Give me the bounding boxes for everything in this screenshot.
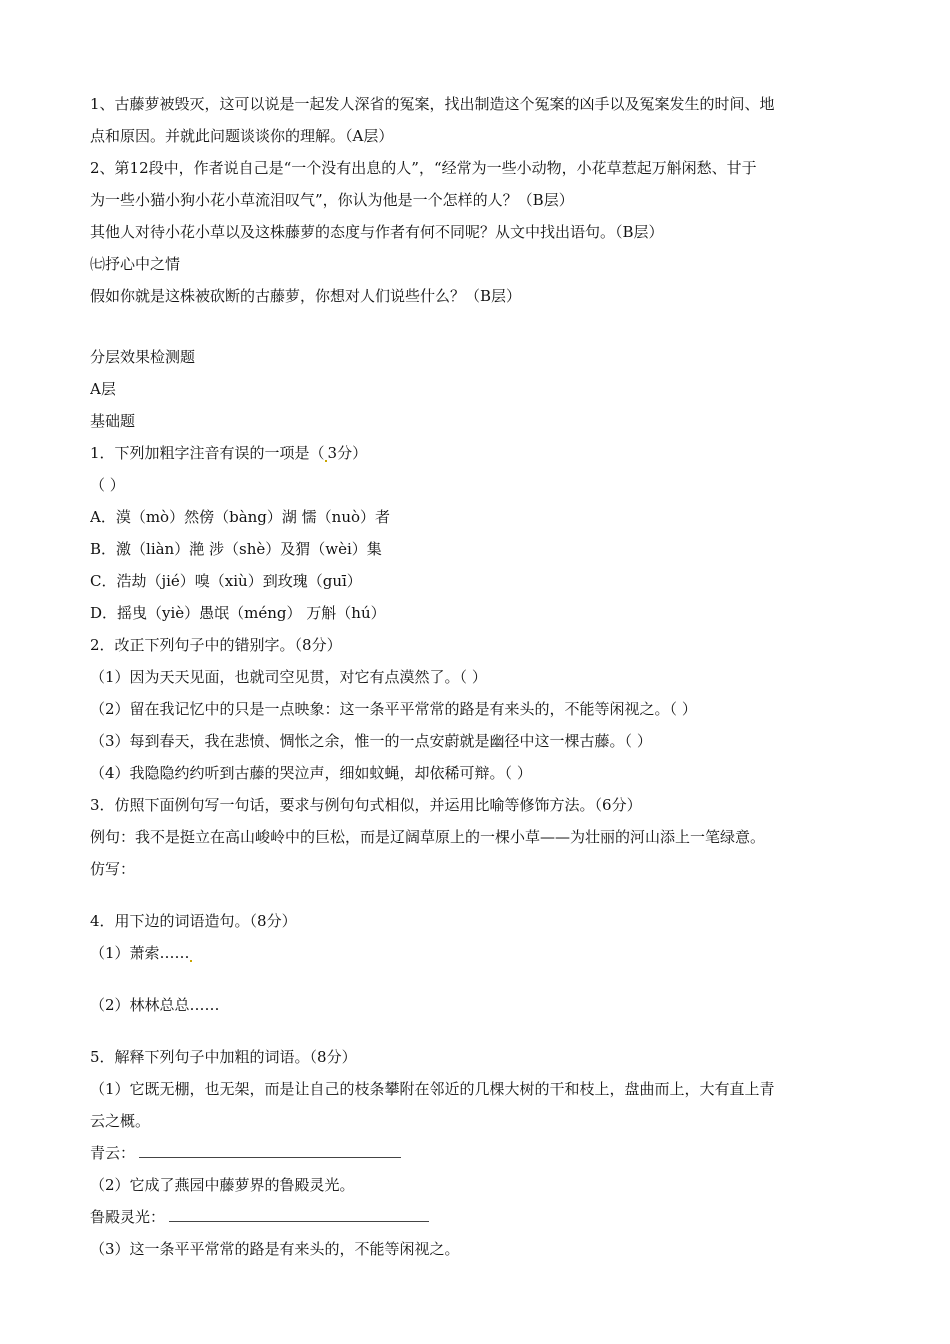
question-1-line-1: 1、古藤萝被毁灭，这可以说是一起发人深省的冤案，找出制造这个冤案的凶手以及冤案发生的时间、地	[90, 95, 775, 113]
test-q1-stem	[90, 437, 865, 469]
test-q5-item-1-line-1: （1）它既无棚，也无架，而是让自己的枝条攀附在邻近的几棵大树的干和枝上，盘曲而上，大有直上青	[90, 1080, 775, 1098]
spacer	[90, 885, 865, 905]
test-q4-item-1-text: （1）萧索……	[90, 944, 190, 962]
spacer	[90, 1021, 865, 1041]
test-q1-stem-a: 1．下列加粗字注音有误的一项是（	[90, 444, 325, 462]
test-q5-stem: 5．解释下列句子中加粗的词语。（8分）	[90, 1048, 357, 1066]
spacer	[90, 969, 865, 989]
test-q5-item-2: （2）它成了燕园中藤萝界的鲁殿灵光。	[90, 1176, 355, 1194]
test-q1-option-c: C．浩劫（jié）嗅（xiù）到玫瑰（guī）	[90, 572, 362, 590]
question-3: 假如你就是这株被砍断的古藤萝，你想对人们说些什么？（B层）	[90, 287, 522, 305]
test-q1-answer-bracket: （ ）	[90, 476, 125, 494]
test-q4-item-2: （2）林林总总……	[90, 996, 220, 1014]
test-q5-answer-2	[90, 1201, 865, 1233]
test-q3-stem: 3．仿照下面例句写一句话，要求与例句句式相似，并运用比喻等修饰方法。（6分）	[90, 796, 642, 814]
question-1-line-2: 点和原因。并就此问题谈谈你的理解。（A层）	[90, 127, 394, 145]
section-heading-7: ㈦抒心中之情	[90, 255, 181, 273]
test-q4-stem: 4．用下边的词语造句。（8分）	[90, 912, 297, 930]
test-title: 分层效果检测题	[90, 348, 196, 366]
test-q2-stem: 2．改正下列句子中的错别字。（8分）	[90, 636, 342, 654]
test-q1-option-a: A．漠（mò）然傍（bàng）湖 懦（nuò）者	[90, 508, 391, 526]
spacer	[90, 312, 865, 341]
test-q5-item-1-line-2: 云之概。	[90, 1112, 151, 1130]
test-q2-item-2: （2）留在我记忆中的只是一点映象：这一条平平常常的路是有来头的，不能等闲视之。（ ）	[90, 700, 697, 718]
test-q2-item-3: （3）每到春天，我在悲愤、惆怅之余，惟一的一点安蔚就是幽径中这一棵古藤。（ ）	[90, 732, 652, 750]
test-q1-option-d: D．摇曳（yiè）愚氓（méng） 万斛（hú）	[90, 604, 386, 622]
test-basic-heading: 基础题	[90, 412, 136, 430]
test-q3-imitate-label: 仿写：	[90, 860, 136, 878]
test-q2-item-4: （4）我隐隐约约听到古藤的哭泣声，细如蚊蝇，却依稀可辩。（ ）	[90, 764, 532, 782]
revision-mark	[190, 960, 192, 962]
revision-mark	[325, 460, 327, 462]
answer-blank-ludian[interactable]	[169, 1207, 429, 1222]
test-q5-item-3: （3）这一条平平常常的路是有来头的，不能等闲视之。	[90, 1240, 460, 1258]
question-2-line-2: 为一些小猫小狗小花小草流泪叹气”，你认为他是一个怎样的人？（B层）	[90, 191, 574, 209]
answer-blank-qingyun[interactable]	[139, 1143, 401, 1158]
test-q1-stem-b: 3分）	[327, 444, 368, 462]
document-page	[90, 88, 865, 1265]
test-q3-example: 例句：我不是挺立在高山峻岭中的巨松，而是辽阔草原上的一棵小草——为壮丽的河山添上一笔绿意。	[90, 828, 766, 846]
test-q1-option-b: B．激（liàn）滟 涉（shè）及猬（wèi）集	[90, 540, 382, 558]
test-q5-answer-1	[90, 1137, 865, 1169]
question-2-line-1: 2、第12段中，作者说自己是“一个没有出息的人”，“经常为一些小动物，小花草惹起万斛闲愁、甘于	[90, 159, 757, 177]
test-q2-item-1: （1）因为天天见面，也就司空见贯，对它有点漠然了。（ ）	[90, 668, 487, 686]
question-2-follow-up: 其他人对待小花小草以及这株藤萝的态度与作者有何不同呢？从文中找出语句。（B层）	[90, 223, 664, 241]
answer-label-ludian: 鲁殿灵光：	[90, 1208, 166, 1226]
test-level: A层	[90, 380, 116, 398]
answer-label-qingyun: 青云：	[90, 1144, 136, 1162]
test-q4-item-1	[90, 937, 865, 969]
